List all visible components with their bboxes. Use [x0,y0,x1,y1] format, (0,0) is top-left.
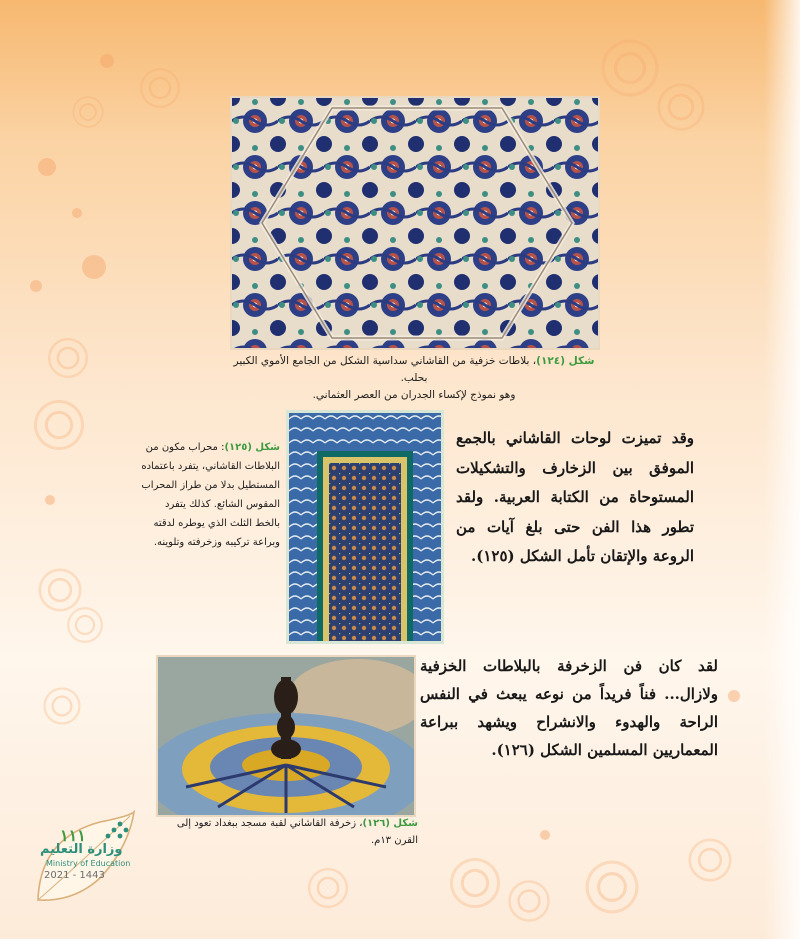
floral-pattern-decoration [648,74,714,140]
decorative-dot [30,280,42,292]
ministry-name-english: Ministry of Education [46,859,131,868]
page-edge-fade [764,0,800,939]
decorative-dot [72,208,82,218]
floral-pattern-decoration [132,60,188,116]
floral-pattern-decoration [36,680,88,732]
tile-pattern-illustration [232,98,598,348]
figure-125-label: شكل (١٢٥) [224,442,280,453]
floral-pattern-decoration [60,600,110,650]
floral-pattern-decoration [680,830,740,890]
floral-pattern-decoration [24,390,94,460]
figure-124-caption-line1: ، بلاطات خزفية من القاشاني سداسية الشكل من الجامع الأموي الكبير بحلب. [233,355,537,384]
mihrab-illustration [289,413,441,641]
floral-pattern-decoration [575,850,649,924]
decorative-dot [38,158,56,176]
floral-pattern-decoration [500,872,558,930]
floral-pattern-decoration [440,848,510,918]
body-paragraph-2: لقد كان فن الزخرفة بالبلاطات الخزفية ولازال... فناً فريداً من نوعه يبعث في النفس الراحة والهدوء والانشراح ويشهد ببراعة المعماريين المسلمين الشكل (١٢٦). [420,657,718,759]
figure-126-caption-text: ، زخرفة القاشاني لقبة مسجد ببغداد تعود إلى القرن ١٣م. [176,818,418,846]
figure-126-caption [150,815,418,849]
figure-124-caption-line2: وهو نموذج لإكساء الجدران من العصر العثماني. [312,389,516,401]
figure-125-caption-text: : محراب مكون من البلاطات القاشاني، يتفرد باعتماده المستطيل بدلا من طراز المحراب المقوس الشائع. كذلك يتفرد بالخط الثلث الذي يوطره لدقته وبراعة تركيبه وزخرفته وتلوينه. [141,442,280,548]
figure-125-caption [138,438,280,552]
figure-125-mihrab-image [286,410,444,644]
figure-126-dome-image [156,655,416,817]
decorative-dot [100,54,114,68]
body-paragraph-1: وقد تميزت لوحات القاشاني بالجمع الموفق بين الزخارف والتشكيلات المستوحاة من الكتابة العربية. ولقد تطور هذا الفن حتى بلغ آيات من الروعة والإتقان تأمل الشكل (١٢٥). [456,429,694,565]
page-number: ١١١ [60,826,86,845]
edition-year: 2021 - 1443 [44,870,105,881]
floral-pattern-decoration [40,330,96,386]
decorative-dot [540,830,550,840]
decorative-dot [45,495,55,505]
ministry-name-arabic: وزارة التعليم [40,842,123,857]
decorative-dot [82,255,106,279]
figure-124-tile-image [230,96,600,350]
floral-pattern-decoration [300,860,356,916]
floral-pattern-decoration [66,90,110,134]
dome-illustration [158,657,414,815]
figure-124-label: شكل (١٢٤) [536,355,595,367]
decorative-dot [728,690,740,702]
figure-124-caption [228,353,600,404]
figure-126-label: شكل (١٢٦) [362,818,418,829]
leaf-page-icon [30,808,140,908]
